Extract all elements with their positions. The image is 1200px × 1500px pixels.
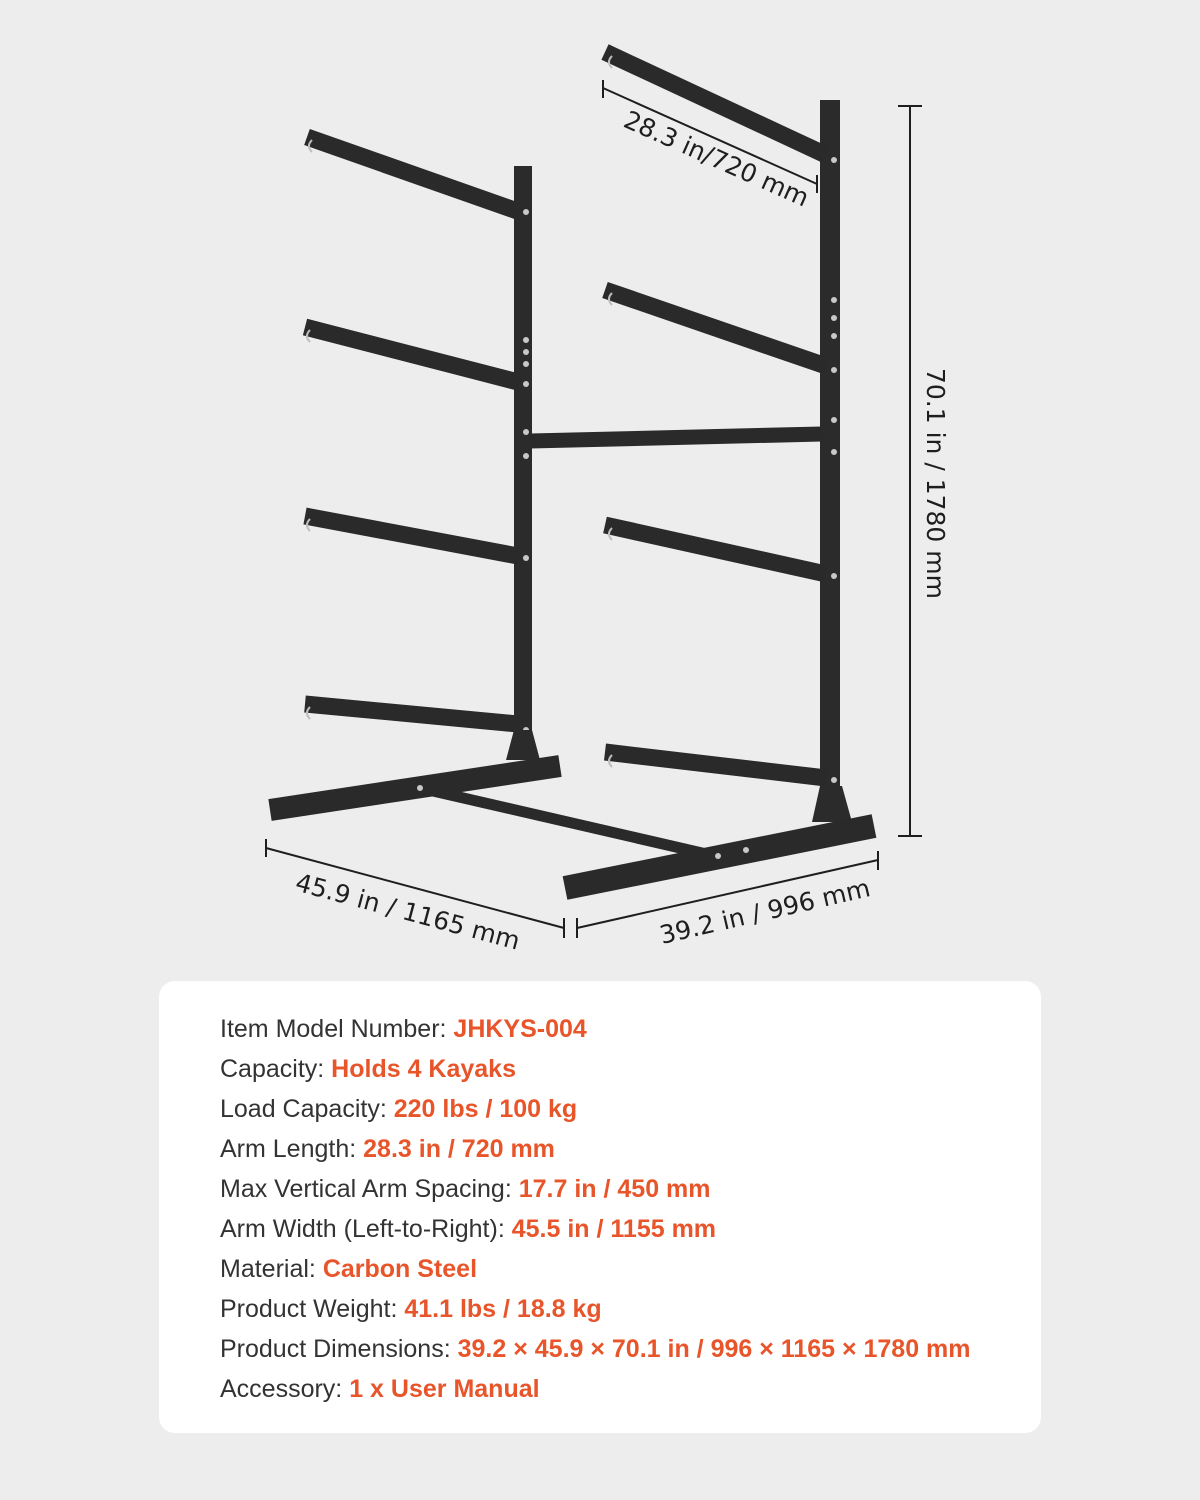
left-arm-3 (305, 516, 518, 556)
bottom-cross-bar (420, 788, 715, 856)
right-arm-2 (605, 290, 826, 366)
right-rack-frame (565, 52, 874, 888)
spec-value: 45.5 in / 1155 mm (511, 1215, 717, 1243)
dimension-height-label: 70.1 in / 1780 mm (921, 368, 950, 599)
spec-label: Item Model Number: (220, 1015, 454, 1043)
left-base-foot (270, 766, 560, 810)
right-post-bolt (831, 777, 837, 783)
right-post-bolt (831, 367, 837, 373)
left-post-bolt (523, 453, 529, 459)
spec-label: Accessory: (220, 1375, 350, 1403)
left-arm-4 (305, 704, 518, 724)
spec-label: Product Weight: (220, 1295, 405, 1323)
spec-row-dimensions (220, 1329, 1041, 1369)
dimension-height (898, 106, 950, 836)
dimension-depth (266, 839, 564, 956)
left-post-bolt (523, 381, 529, 387)
left-upright-post (514, 166, 532, 758)
spec-row-model-number (220, 1009, 1041, 1049)
spec-value: 41.1 lbs / 18.8 kg (404, 1295, 602, 1323)
spec-row-load-capacity (220, 1089, 1041, 1129)
left-post-bolt (523, 429, 529, 435)
spec-value: 220 lbs / 100 kg (393, 1095, 578, 1123)
spec-value: JHKYS-004 (453, 1015, 587, 1043)
right-post-bolt (831, 297, 837, 303)
dimension-arm-length-label: 28.3 in/720 mm (619, 104, 814, 213)
spec-value: 28.3 in / 720 mm (363, 1135, 555, 1163)
right-arm-3 (605, 525, 826, 574)
right-base-bolt (715, 853, 721, 859)
spec-label: Product Dimensions: (220, 1335, 458, 1363)
spec-row-weight (220, 1289, 1041, 1329)
right-arm-4 (605, 752, 826, 778)
spec-label: Max Vertical Arm Spacing: (220, 1175, 519, 1203)
right-post-bolt (831, 157, 837, 163)
spec-label: Capacity: (220, 1055, 332, 1083)
spec-label: Load Capacity: (220, 1095, 394, 1123)
spec-row-material (220, 1249, 1041, 1289)
left-post-bolt (523, 209, 529, 215)
right-post-bolt (831, 417, 837, 423)
spec-value: 39.2 × 45.9 × 70.1 in / 996 × 1165 × 1780 mm (457, 1335, 971, 1363)
specifications-card (159, 981, 1041, 1433)
right-post-gusset (812, 786, 852, 822)
spec-value: Carbon Steel (322, 1255, 478, 1283)
left-post-bolt (523, 337, 529, 343)
right-post-bolt (831, 449, 837, 455)
spec-value: 17.7 in / 450 mm (518, 1175, 711, 1203)
left-rack-frame (270, 137, 560, 810)
dimension-depth-label: 45.9 in / 1165 mm (292, 867, 524, 956)
left-post-bolt (523, 555, 529, 561)
right-post-bolt (831, 315, 837, 321)
spec-row-arm-width (220, 1209, 1041, 1249)
dimension-width-label: 39.2 in / 996 mm (656, 873, 873, 950)
left-post-bolt (523, 361, 529, 367)
spec-label: Material: (220, 1255, 323, 1283)
spec-value: Holds 4 Kayaks (331, 1055, 516, 1083)
left-arm-2 (305, 327, 518, 382)
left-post-gusset (506, 730, 540, 760)
spec-row-accessory (220, 1369, 1041, 1409)
bottom-cross-bolt (417, 785, 423, 791)
right-post-bolt (831, 573, 837, 579)
right-post-bolt (831, 333, 837, 339)
left-post-bolt (523, 349, 529, 355)
right-upright-post (820, 100, 840, 820)
spec-row-arm-spacing (220, 1169, 1041, 1209)
spec-row-arm-length (220, 1129, 1041, 1169)
middle-cross-bar (530, 434, 822, 441)
spec-label: Arm Length: (220, 1135, 364, 1163)
left-arm-1 (307, 137, 520, 212)
spec-label: Arm Width (Left-to-Right): (220, 1215, 512, 1243)
left-arm-4-pin (307, 707, 310, 719)
spec-value: 1 x User Manual (349, 1375, 540, 1403)
spec-row-capacity (220, 1049, 1041, 1089)
right-base-bolt (743, 847, 749, 853)
